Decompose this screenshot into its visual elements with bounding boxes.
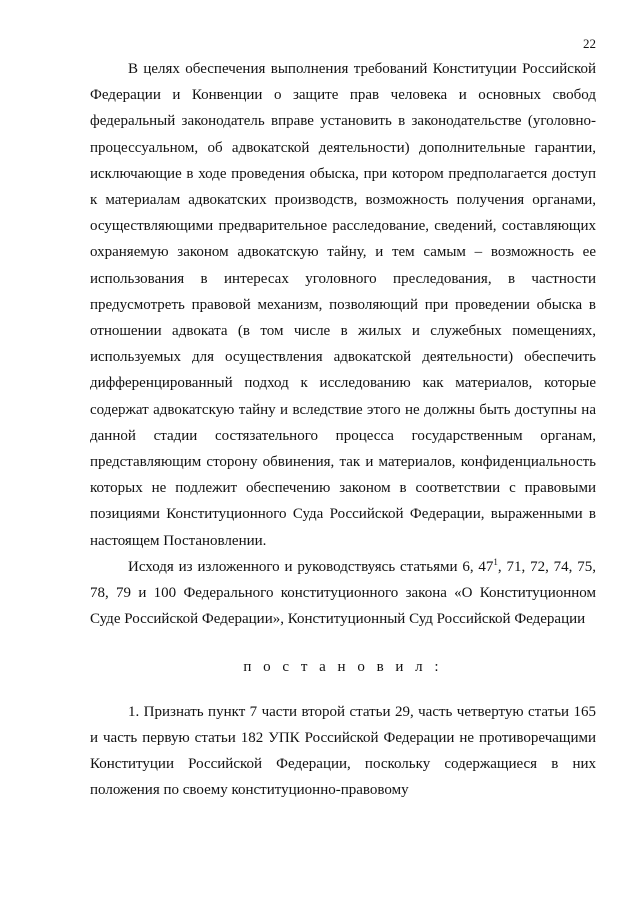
decree-heading: п о с т а н о в и л : [243, 659, 443, 676]
legal-basis-text-start: Исходя из изложенного и руководствуясь статьями 6, 47 [128, 558, 494, 575]
page-number: 22 [583, 36, 596, 51]
paragraph-ruling-1: 1. Признать пункт 7 части второй статьи 29, часть четвертую статьи 165 и часть первую статьи 182 УПК Российской Федерации не противоречащими Конституции Российской Федерации, поскольку содержащиеся в них положения по своему конституционно-правовому [90, 703, 596, 799]
document-body [90, 56, 596, 803]
paragraph-legal-basis [90, 554, 596, 633]
paragraph-guarantees: В целях обеспечения выполнения требований Конституции Российской Федерации и Конвенции о защите прав человека и основных свобод федеральный законодатель вправе установить в законодательстве (уголовно-процессуальном, об адвокатской деятельности) дополнительные гарантии, исключающие в ходе проведения обыска, при котором предполагается доступ к материалам адвокатских производств, возможность получения органами, осуществляющими предварительное расследование, сведений, составляющих охраняемую законом адвокатскую тайну, и тем самым – возможность ее использования в интересах уголовного преследования, в частности предусмотреть правовой механизм, позволяющий при проведении обыска в отношении адвоката (в том числе в жилых и служебных помещениях, используемых для осуществления адвокатской деятельности) обеспечить дифференцированный подход к исследованию как материалов, которые содержат адвокатскую тайну и вследствие этого не должны быть доступны на данной стадии состязательного процесса государственным органам, представляющим сторону обвинения, так и материалов, конфиденциальность которых не подлежит обеспечению законом в соответствии с правовыми позициями Конституционного Суда Российской Федерации, выраженными в настоящем Постановлении. [90, 61, 596, 549]
article-superscript: 1 [493, 556, 498, 567]
legal-basis-text-end: , 71, 72, 74, 75, 78, 79 и 100 Федерального конституционного закона «О Конституционном Суде Российской Федерации», Конституционный Суд Российской Федерации [90, 558, 596, 628]
